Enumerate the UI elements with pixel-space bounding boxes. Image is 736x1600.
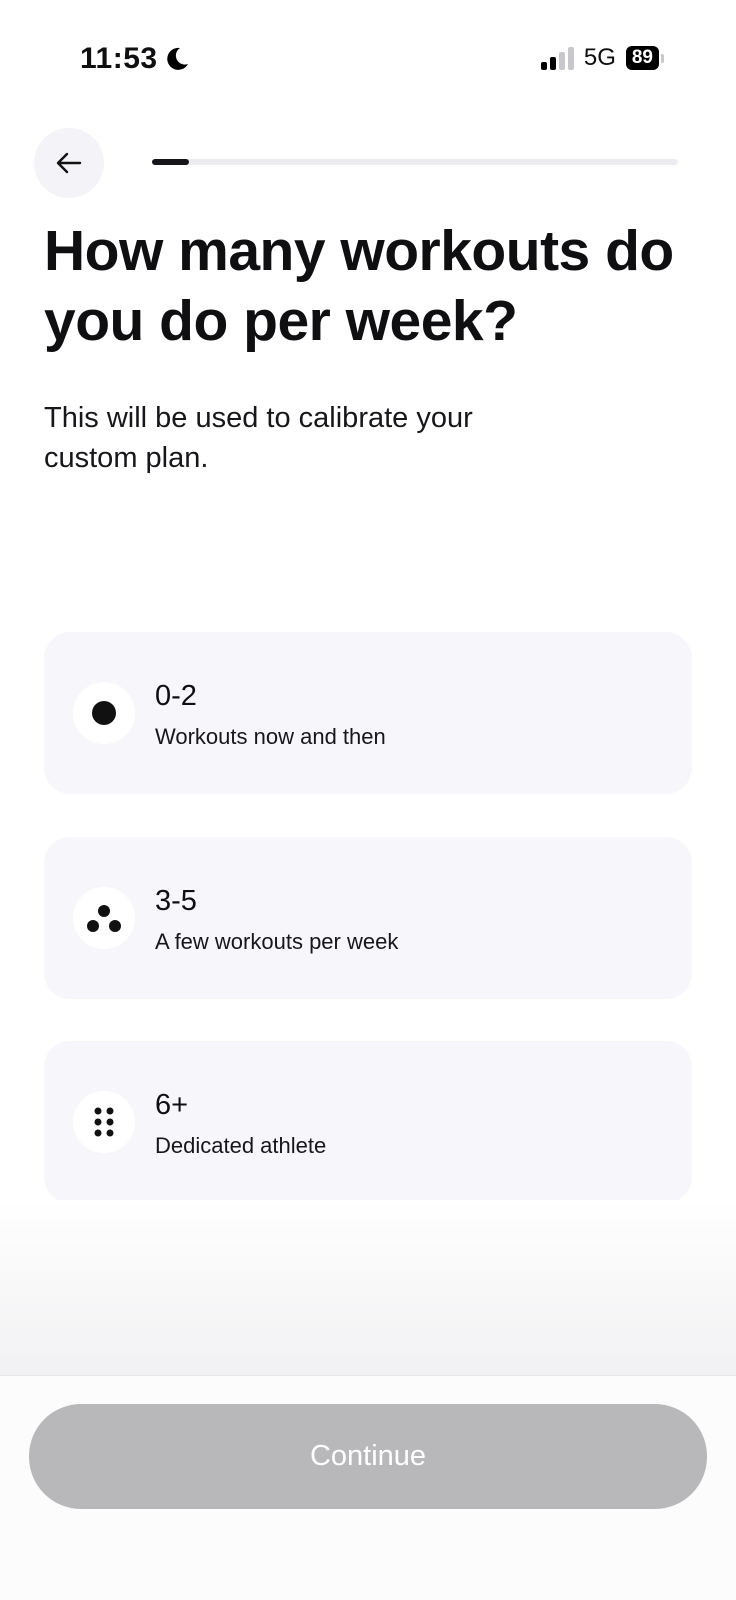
one-dot-icon xyxy=(73,682,135,744)
option-description: A few workouts per week xyxy=(155,929,399,954)
option-description: Workouts now and then xyxy=(155,724,386,749)
option-title: 6+ xyxy=(155,1089,189,1121)
option-description: Dedicated athlete xyxy=(155,1133,327,1158)
time-text: 11:53 xyxy=(80,42,158,75)
back-button[interactable] xyxy=(34,128,104,198)
progress-fill xyxy=(152,159,189,165)
status-indicators xyxy=(541,44,664,72)
option-0-2[interactable] xyxy=(44,632,692,794)
battery-icon xyxy=(626,46,664,70)
option-3-5[interactable] xyxy=(44,837,692,999)
bottom-fade xyxy=(0,1200,736,1375)
page-title: How many workouts do you do per week? xyxy=(44,219,674,353)
status-bar xyxy=(0,0,736,120)
option-6-plus[interactable] xyxy=(44,1041,692,1203)
three-dots-icon xyxy=(73,887,135,949)
page-subtitle: This will be used to calibrate your custom plan. xyxy=(44,402,473,474)
network-type: 5G xyxy=(583,44,616,71)
six-dots-icon xyxy=(73,1091,135,1153)
moon-icon xyxy=(162,44,192,74)
battery-level: 89 xyxy=(626,46,659,70)
option-title: 3-5 xyxy=(155,885,197,917)
cellular-signal-icon xyxy=(541,46,574,70)
arrow-left-icon xyxy=(53,147,85,179)
progress-bar xyxy=(152,159,678,165)
option-title: 0-2 xyxy=(155,680,197,712)
continue-button[interactable]: Continue xyxy=(29,1404,707,1509)
status-time xyxy=(80,42,192,76)
